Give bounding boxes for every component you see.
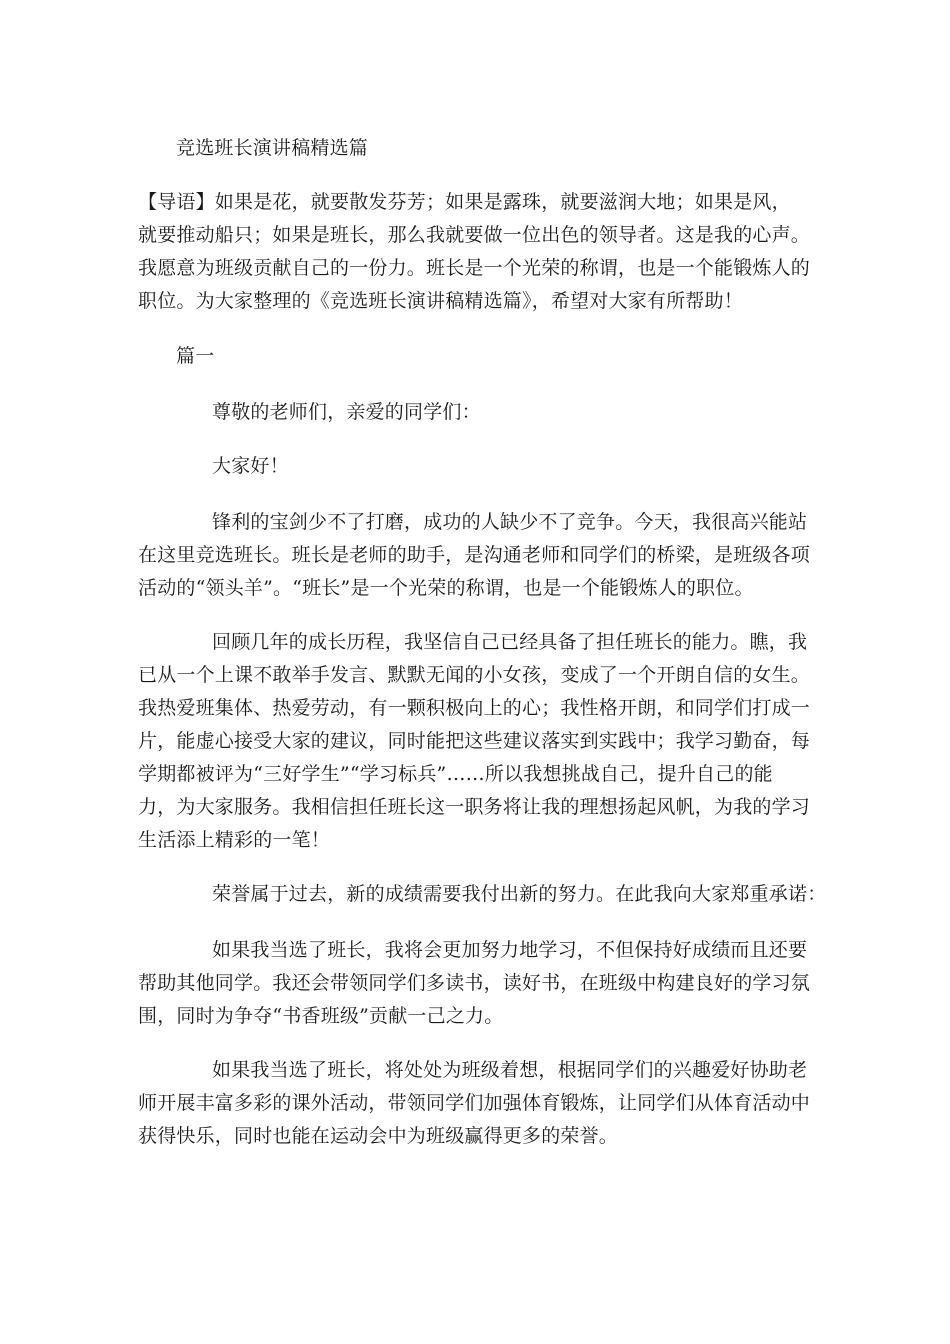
intro-line: 职位。为大家整理的《竞选班长演讲稿精选篇》，希望对大家有所帮助！ [138, 290, 743, 312]
section-heading [176, 340, 476, 373]
paragraph-line: 在这里竞选班长。班长是老师的助手，是沟通老师和同学们的桥梁，是班级各项 [138, 544, 811, 566]
greeting-text: 大家好！ [212, 455, 289, 477]
paragraph-line: 片，能虚心接受大家的建议，同时能把这些建议落实到实践中；我学习勤奋，每 [138, 730, 811, 752]
paragraph-line: 获得快乐，同时也能在运动会中为班级赢得更多的荣誉。 [138, 1125, 619, 1147]
section-label: 篇一 [176, 345, 215, 367]
paragraph-line: 荣誉属于过去，新的成绩需要我付出新的努力。在此我向大家郑重承诺： [212, 883, 827, 905]
body-paragraph-3 [138, 878, 828, 911]
salutation-text: 尊敬的老师们，亲爱的同学们： [212, 401, 481, 423]
paragraph-line: 如果我当选了班长，我将会更加努力地学习，不但保持好成绩而且还要 [212, 939, 808, 961]
paragraph-line: 回顾几年的成长历程，我坚信自己已经具备了担任班长的能力。瞧，我 [212, 631, 808, 653]
intro-paragraph [138, 186, 828, 318]
paragraph-line: 如果我当选了班长，将处处为班级着想，根据同学们的兴趣爱好协助老 [212, 1059, 808, 1081]
paragraph-line: 围，同时为争夺“书香班级”贡献一己之力。 [138, 1005, 504, 1027]
paragraph-line: 生活添上精彩的一笔！ [138, 829, 331, 851]
paragraph-line: 活动的“领头羊”。“班长”是一个光荣的称谓，也是一个能锻炼人的职位。 [138, 577, 754, 599]
salutation [138, 396, 828, 429]
body-paragraph-4 [138, 934, 828, 1033]
paragraph-line: 力，为大家服务。我相信担任班长这一职务将让我的理想扬起风帆，为我的学习 [138, 796, 811, 818]
paragraph-line: 我热爱班集体、热爱劳动，有一颗积极向上的心；我性格开朗，和同学们打成一 [138, 697, 811, 719]
paragraph-line: 锋利的宝剑少不了打磨，成功的人缺少不了竞争。今天，我很高兴能站 [212, 511, 808, 533]
paragraph-line: 师开展丰富多彩的课外活动，带领同学们加强体育锻炼，让同学们从体育活动中 [138, 1092, 811, 1114]
paragraph-line: 学期都被评为“三好学生”“学习标兵”……所以我想挑战自己，提升自己的能 [138, 763, 773, 785]
intro-line: 【导语】如果是花，就要散发芬芳；如果是露珠，就要滋润大地；如果是风， [138, 191, 791, 213]
body-paragraph-1 [138, 506, 828, 605]
greeting [138, 450, 828, 483]
title-text: 竞选班长演讲稿精选篇 [176, 137, 369, 159]
intro-line: 我愿意为班级贡献自己的一份力。班长是一个光荣的称谓，也是一个能锻炼人的 [138, 257, 811, 279]
document-title [176, 132, 776, 165]
paragraph-line: 帮助其他同学。我还会带领同学们多读书，读好书，在班级中构建良好的学习氛 [138, 972, 811, 994]
body-paragraph-5 [138, 1054, 828, 1153]
paragraph-line: 已从一个上课不敢举手发言、默默无闻的小女孩，变成了一个开朗自信的女生。 [138, 664, 811, 686]
body-paragraph-2 [138, 626, 828, 857]
intro-line: 就要推动船只；如果是班长，那么我就要做一位出色的领导者。这是我的心声。 [138, 224, 811, 246]
